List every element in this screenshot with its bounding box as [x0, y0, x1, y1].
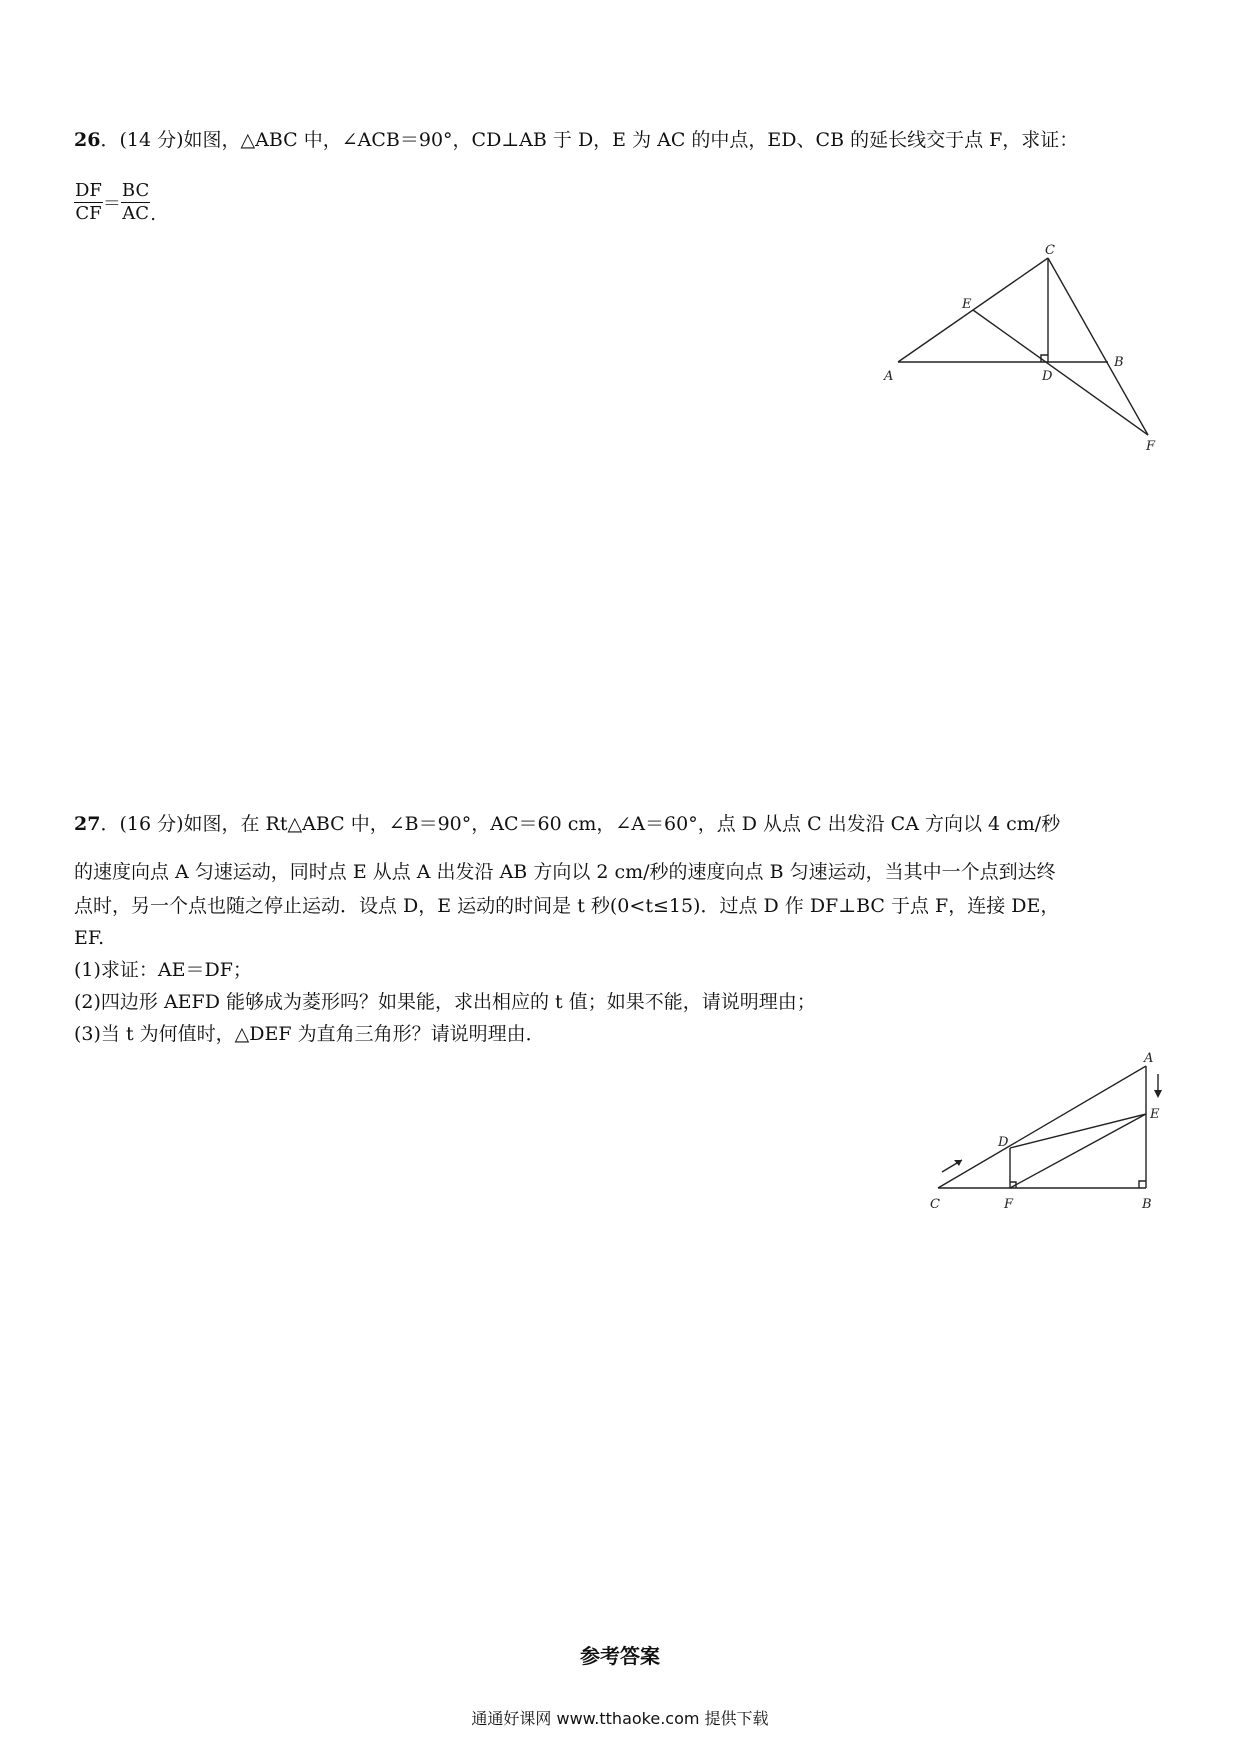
q27-number: 27 [74, 813, 101, 835]
q27-subquestion-2: (2)四边形 AEFD 能够成为菱形吗？如果能，求出相应的 t 值；如果不能，请说明理由； [74, 991, 816, 1013]
q26-label-f: F [1146, 439, 1156, 454]
q26-frac2-numerator: BC [121, 180, 150, 201]
q27-label-a: A [1144, 1051, 1154, 1066]
q27-figure [918, 1048, 1178, 1228]
q26-label-c: C [1045, 243, 1055, 258]
q26-frac1-numerator: DF [75, 180, 102, 201]
q27-line-1 [74, 812, 1060, 836]
q27-segment-de [1010, 1114, 1146, 1148]
q26-fraction-left [74, 180, 103, 225]
q27-subquestion-3: (3)当 t 为何值时，△DEF 为直角三角形？请说明理由． [74, 1023, 545, 1045]
q27-label-d: D [998, 1135, 1009, 1150]
q26-label-d: D [1042, 369, 1053, 384]
q26-label-a: A [884, 369, 894, 384]
q26-formula [74, 180, 156, 225]
q26-figure [870, 240, 1190, 460]
q27-line-2: 的速度向点 A 匀速运动，同时点 E 从点 A 出发沿 AB 方向以 2 cm/秒的速度向点 B 匀速运动，当其中一个点到达终 [74, 861, 1056, 883]
q27-label-f: F [1004, 1197, 1014, 1212]
q27-right-angle-b [1139, 1181, 1146, 1188]
q27-segment-ef [1010, 1114, 1146, 1188]
q27-arrow-e-head [1154, 1090, 1162, 1098]
q27-line1-text: 如图，在 Rt△ABC 中，∠B＝90°，AC＝60 cm，∠A＝60°，点 D 从点 C 出发沿 CA 方向以 4 cm/秒 [183, 813, 1061, 835]
q26-label-e: E [962, 297, 972, 312]
q27-side-ca [938, 1066, 1146, 1188]
q27-label-b: B [1142, 1197, 1152, 1212]
q26-line-ef [973, 310, 1148, 435]
q26-stem [74, 128, 1078, 152]
q26-frac1-denominator: CF [75, 203, 102, 224]
q26-frac2-denominator: AC [122, 203, 149, 224]
q27-score: ．(16 分) [100, 813, 184, 835]
q27-label-e: E [1150, 1107, 1160, 1122]
q26-label-b: B [1114, 355, 1124, 370]
footer-source: 通通好课网 www.tthaoke.com 提供下载 [471, 1709, 769, 1728]
q26-equals: ＝ [102, 193, 121, 215]
q26-period: . [150, 204, 156, 225]
q26-fraction-right [121, 180, 150, 225]
q27-subquestion-1: (1)求证：AE＝DF； [74, 959, 252, 981]
q26-line-cf [1048, 258, 1148, 435]
q26-number: 26 [74, 129, 101, 151]
q27-arrow-d-head [954, 1160, 962, 1166]
answer-heading: 参考答案 [580, 1644, 660, 1668]
q26-score: ．(14 分) [100, 129, 184, 151]
q27-line-4: EF. [74, 927, 105, 949]
q27-line-3: 点时，另一个点也随之停止运动．设点 D，E 运动的时间是 t 秒(0<t≤15)．过点 D 作 DF⊥BC 于点 F，连接 DE， [74, 895, 1060, 917]
q26-text: 如图，△ABC 中，∠ACB＝90°，CD⊥AB 于 D，E 为 AC 的中点，ED、CB 的延长线交于点 F，求证： [183, 129, 1079, 151]
q27-label-c: C [930, 1197, 940, 1212]
